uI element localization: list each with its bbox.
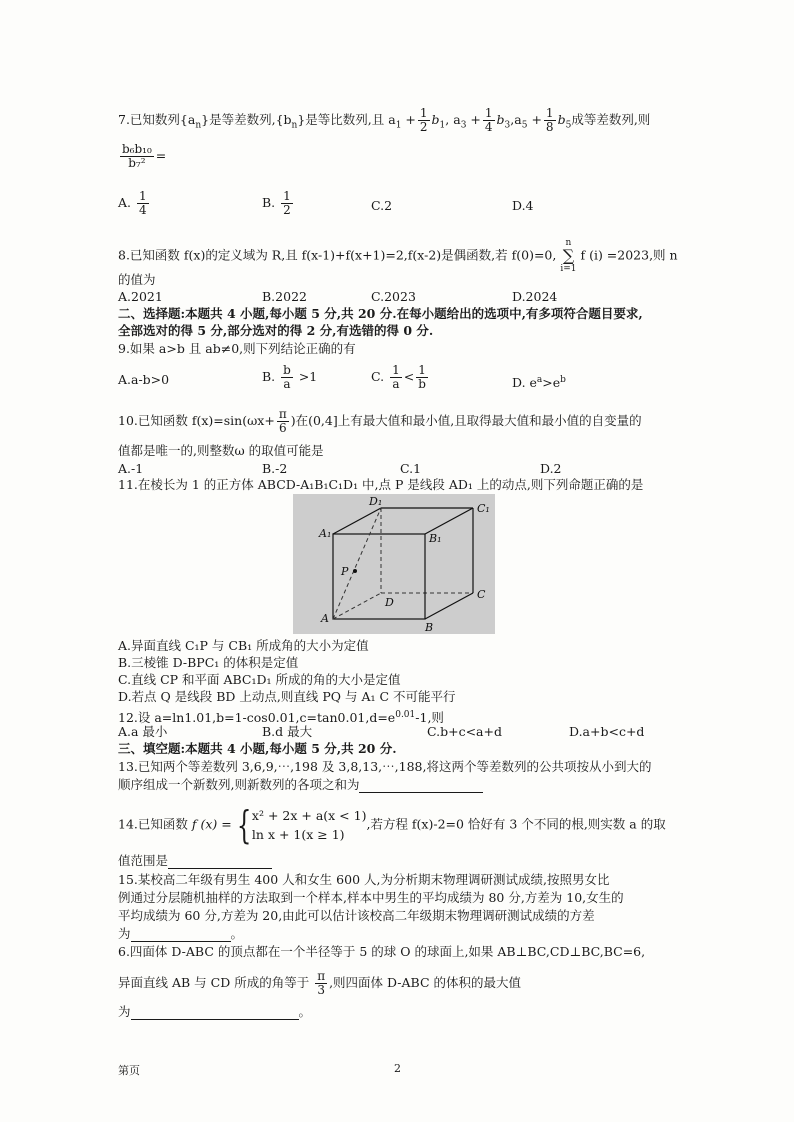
label-a: A [321,612,329,625]
q15-line1: 15.某校高二年级有男生 400 人和女生 600 人,为分析期末物理调研测试成绩,按照男女比 [118,872,610,887]
q10-option-b: B.-2 [262,461,288,476]
cube-figure [293,494,495,634]
q7-expression: $\frac{\text{b₆b₁₀}}{\text{b₇²}}$ = [122,142,167,170]
q13-line2: 顺序组成一个新数列,则新数列的各项之和为 [118,777,483,793]
q7-frac-half: $\frac{1}{2}$ [419,106,428,134]
cube-diagram [293,494,495,634]
label-d1: D₁ [369,495,383,508]
q8-line2: 的值为 [118,272,156,287]
footer-left: 第页 [118,1064,140,1077]
q15-line4: 为 。 [118,926,244,941]
label-b1: B₁ [429,532,442,545]
q8-option-d: D.2024 [512,289,558,304]
q10-line2: 值都是唯一的,则整数ω 的取值可能是 [118,443,324,458]
q13-line1: 13.已知两个等差数列 3,6,9,⋯,198 及 3,8,13,⋯,188,将这两个等差数列的公共项按从小到大的 [118,759,652,774]
q13-answer-blank [359,780,483,793]
q12-option-a: A.a 最小 [118,724,168,739]
q7-option-b: B. $\frac{1}{2}$ [262,189,291,217]
q15-answer-blank [131,929,231,942]
q11-line: 11.在棱长为 1 的正方体 ABCD-A₁B₁C₁D₁ 中,点 P 是线段 AD₁ 上的动点,则下列命题正确的是 [118,477,644,492]
label-c1: C₁ [477,502,490,515]
label-c: C [477,588,486,601]
q16-line1: 6.四面体 D-ABC 的顶点都在一个半径等于 5 的球 O 的球面上,如果 AB⊥BC,CD⊥BC,BC=6, [118,944,646,959]
q10-option-c: C.1 [400,461,422,476]
q12-line: 12.设 $a=\ln 1.01,b=1-\cos 0.01,c=\tan 0.01,d=e^{0.01}-1$,则 [118,710,444,726]
label-a1: A₁ [319,527,332,540]
q7-option-c: C.2 [371,198,393,213]
q8-summation: n ∑ i=1 [560,238,577,274]
q8-option-a: A.2021 [118,289,163,304]
q9-line: 9.如果 a>b 且 ab≠0,则下列结论正确的有 [118,341,356,356]
label-p: P [341,565,349,578]
q12-option-c: C.b+c<a+d [427,724,502,739]
q8-option-c: C.2023 [371,289,416,304]
q7-option-d: D.4 [512,198,534,213]
q8-option-b: B.2022 [262,289,307,304]
q10-option-d: D.2 [540,461,562,476]
q15-line3: 平均成绩为 60 分,方差为 20,由此可以估计该校高二年级期末物理调研测试成绩的方差 [118,908,595,923]
q7-option-a: A. $\frac{1}{4}$ [118,189,147,217]
q16-line3: 为 。 [118,1004,312,1019]
q14-line1: 14.已知函数 f (x) = { x² + 2x + a(x < 1) ln x + 1(x ≥ 1) ,若方程 f(x)-2=0 恰好有 3 个不同的根,则实数 a 的取 [118,803,666,847]
q8-line1: 8.已知函数 f(x)的定义域为 R,且 f(x-1)+f(x+1)=2,f(x-2)是偶函数,若 f(0)=0, n ∑ i=1 f (i) =2023,则 n [118,238,678,274]
q16-answer-blank [131,1007,299,1020]
q9-option-b: B. $\frac{b}{a}$ >1 [262,363,318,391]
q9-option-d: D. $e^a>e^b$ [512,375,566,391]
q11-option-a: A.异面直线 C₁P 与 CB₁ 所成角的大小为定值 [118,638,369,653]
q11-option-b: B.三棱锥 D-BPC₁ 的体积是定值 [118,655,299,670]
q12-option-b: B.d 最大 [262,724,313,739]
q10-line1: 10.已知函数 f(x)=sin(ωx+ $\frac{\pi}{6}$ )在(0,4]上有最大值和最小值,且取得最大值和最小值的自变量的 [118,407,642,435]
q7-line1: 7.已知数列$\{a_n\}$是等差数列$,\{b_n\}$是等比数列,且 $a_1$ + $\frac{1}{2}$ $b_1$, $a_3$ + $\frac{1}{4}$ $b_3,a_5$ + $\frac{1}{8}$ $b_5$成等差数列,则 [118,106,651,134]
q11-option-c: C.直线 CP 和平面 ABC₁D₁ 所成的角的大小是定值 [118,672,401,687]
label-b: B [425,621,434,634]
q14-answer-blank [168,856,272,869]
page-number: 2 [394,1062,401,1075]
q12-option-d: D.a+b<c+d [569,724,645,739]
q10-option-a: A.-1 [118,461,144,476]
section2-heading-line2: 全部选对的得 5 分,部分选对的得 2 分,有选错的得 0 分. [118,323,434,338]
q9-option-a: A.a-b>0 [118,372,170,387]
label-d: D [385,596,394,609]
section3-heading: 三、填空题:本题共 4 小题,每小题 5 分,共 20 分. [118,741,397,756]
q14-piecewise: x² + 2x + a(x < 1) ln x + 1(x ≥ 1) [251,808,367,842]
q15-line2: 例通过分层随机抽样的方法取到一个样本,样本中男生的平均成绩为 80 分,方差为 10,女生的 [118,890,624,905]
section2-heading-line1: 二、选择题:本题共 4 小题,每小题 5 分,共 20 分.在每小题给出的选项中,有多项符合题目要求, [118,306,643,321]
q16-line2: 异面直线 AB 与 CD 所成的角等于 $\frac{\pi}{3}$ ,则四面体 D-ABC 的体积的最大值 [118,969,521,997]
q14-line2: 值范围是 [118,853,272,869]
q11-option-d: D.若点 Q 是线段 BD 上动点,则直线 PQ 与 A₁ C 不可能平行 [118,689,456,704]
q9-option-c: C. $\frac{1}{a}$ < $\frac{1}{b}$ [371,363,426,391]
